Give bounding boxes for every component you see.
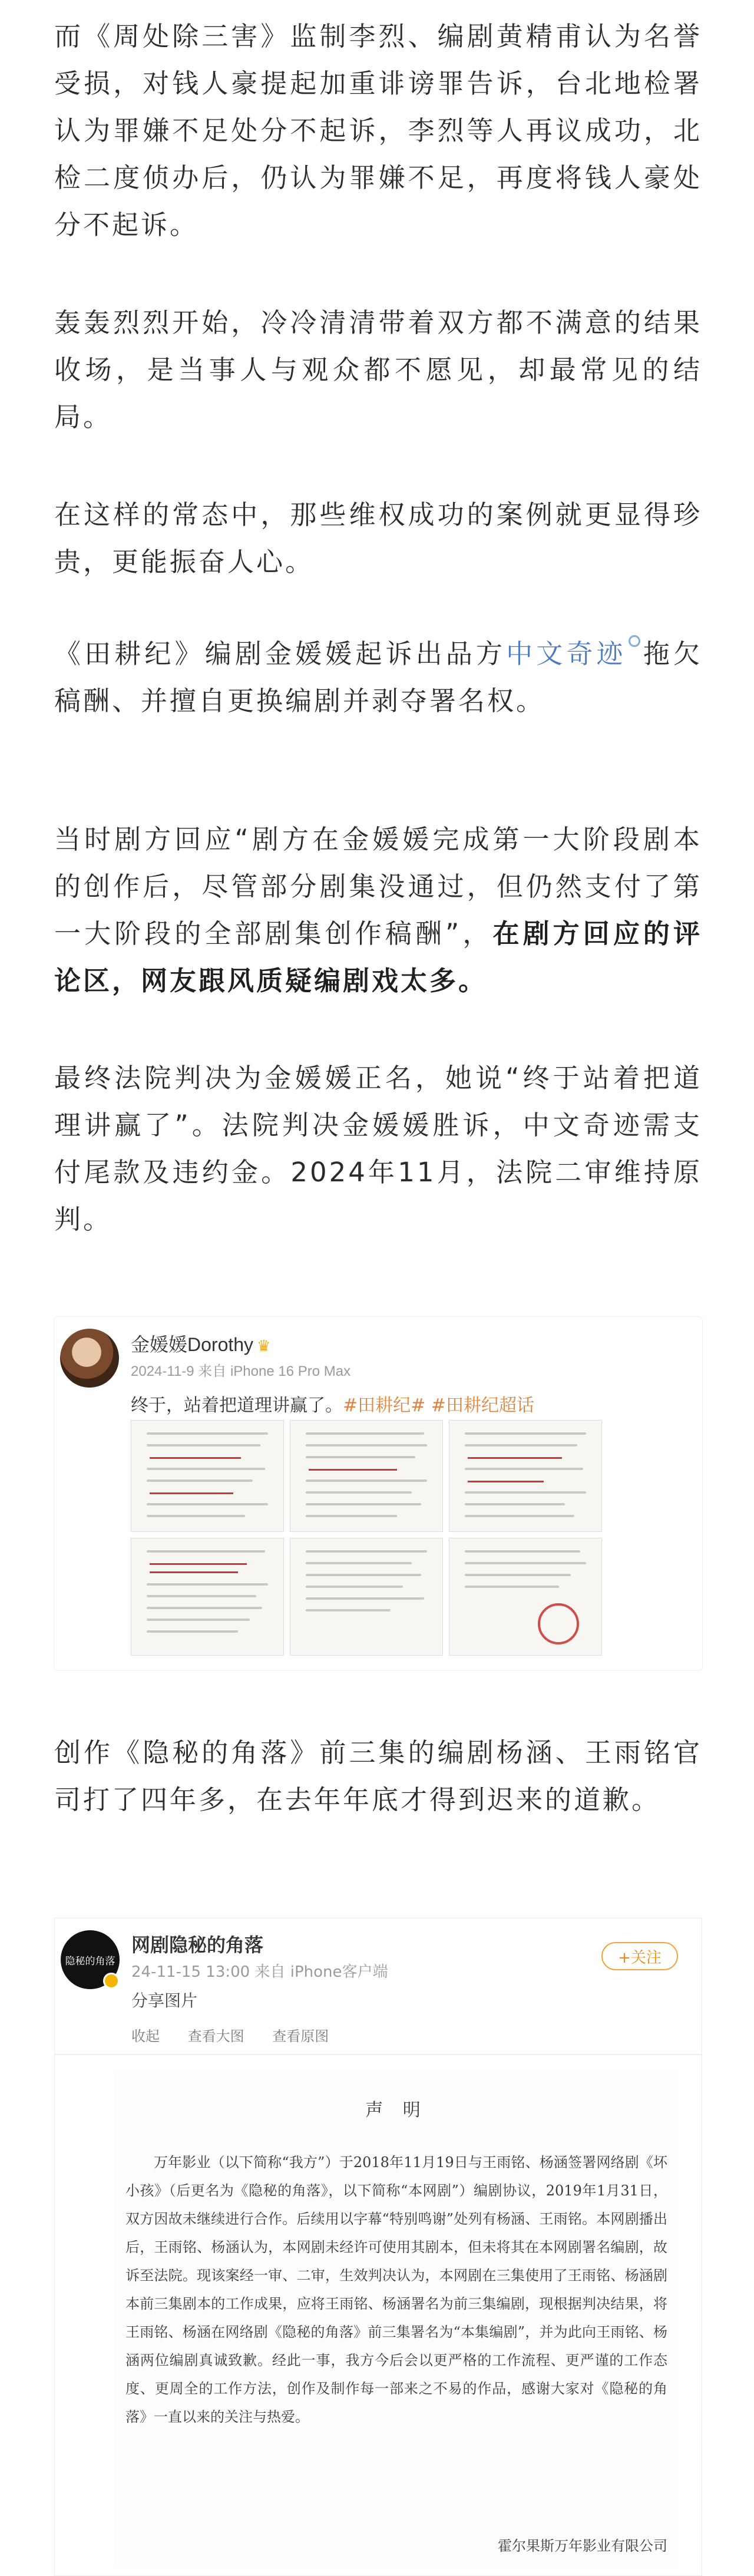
paragraph-success-cases: 在这样的常态中，那些维权成功的案例就更显得珍贵，更能振奋人心。	[54, 499, 702, 577]
post-meta: 2024-11-9 来自 iPhone 16 Pro Max	[131, 1363, 351, 1379]
view-original-button[interactable]: 查看原图	[272, 2028, 329, 2045]
document-image[interactable]	[449, 1420, 602, 1532]
statement-title: 声 明	[365, 2100, 428, 2121]
divider	[55, 2054, 702, 2055]
crown-icon: ♛	[257, 1337, 271, 1355]
paragraph-lawsuit-dismissed: 而《周处除三害》监制李烈、编剧黄精甫认为名誉受损，对钱人豪提起加重诽谤罪告诉，台北地检署认为罪嫌不足处分不起诉，李烈等人再议成功，北检二度侦办后，仍认为罪嫌不足，再度将钱人豪处分不起诉。	[54, 21, 702, 240]
statement-image[interactable]	[114, 2072, 679, 2567]
embedded-weibo-post[interactable]	[54, 1317, 702, 1670]
paragraph-text: 拖欠稿酬、并擅自更换编剧并剥夺署名权。	[54, 638, 702, 716]
paragraph-tiangengji-lawsuit	[54, 630, 702, 725]
verified-badge-icon	[103, 1973, 120, 1989]
post-username[interactable]	[131, 1330, 270, 1357]
document-image[interactable]	[449, 1538, 602, 1656]
avatar[interactable]: 隐秘的角落	[61, 1930, 120, 1989]
paragraph-hidden-corner: 创作《隐秘的角落》前三集的编剧杨涵、王雨铭官司打了四年多，在去年年底才得到迟来的道歉。	[54, 1737, 702, 1815]
bold-highlight: 在剧方回应的评论区，网友跟风质疑编剧戏太多。	[54, 918, 702, 996]
post-meta: 24-11-15 13:00 来自 iPhone客户端	[131, 1963, 388, 1981]
username-text: 金媛媛Dorothy	[131, 1334, 254, 1355]
post-text	[131, 1391, 534, 1416]
court-seal-icon	[538, 1603, 579, 1644]
document-image[interactable]	[131, 1420, 284, 1532]
paragraph-text: 《田耕纪》编剧金媛媛起诉出品方	[54, 638, 507, 669]
paragraph-court-verdict: 最终法院判决为金媛媛正名，她说“终于站着把道理讲赢了”。法院判决金媛媛胜诉，中文奇迹需支付尾款及违约金。2024年11月，法院二审维持原判。	[54, 1062, 702, 1235]
avatar[interactable]	[60, 1329, 119, 1388]
view-large-button[interactable]: 查看大图	[187, 2028, 244, 2045]
company-link[interactable]: 中文奇迹	[506, 638, 627, 669]
image-actions	[131, 2025, 352, 2045]
post-text: 分享图片	[131, 1991, 198, 2010]
link-search-icon[interactable]	[629, 635, 640, 647]
statement-signature: 霍尔果斯万年影业有限公司	[498, 2538, 667, 2554]
document-image[interactable]	[131, 1538, 284, 1656]
collapse-button[interactable]: 收起	[131, 2028, 160, 2045]
document-image[interactable]	[290, 1420, 443, 1532]
follow-button[interactable]: +关注	[601, 1942, 678, 1970]
paragraph-common-ending: 轰轰烈烈开始，冷冷清清带着双方都不满意的结果收场，是当事人与观众都不愿见，却最常见的结局。	[54, 307, 702, 432]
statement-body: 万年影业（以下简称“我方”）于2018年11月19日与王雨铭、杨涵签署网络剧《坏小孩》（后更名为《隐秘的角落》，以下简称“本网剧”）编剧协议，2019年1月31日，双方因故未继续进行合作。后续用以字幕“特别鸣谢”处列有杨涵、王雨铭。本网剧播出后，王雨铭、杨涵认为，本网剧未经许可使用其剧本，但未将其在本网剧署名编剧，故诉至法院。现该案经一审、二审，生效判决认为，本网剧在三集使用了王雨铭、杨涵剧本前三集剧本的工作成果，应将王雨铭、杨涵署名为前三集编剧，现根据判决结果，将王雨铭、杨涵在网络剧《隐秘的角落》前三集署名为“本集编剧”，并为此向王雨铭、杨涵两位编剧真诚致歉。经此一事，我方今后会以更严格的工作流程、更严谨的工作态度、更周全的工作方法，创作及制作每一部来之不易的作品，感谢大家对《隐秘的角落》一直以来的关注与热爱。	[125, 2154, 667, 2425]
paragraph-producer-response	[54, 816, 702, 1005]
document-image[interactable]	[290, 1538, 443, 1656]
embedded-weibo-statement-post[interactable]	[54, 1918, 702, 2576]
hashtag-link[interactable]: #田耕纪# #田耕纪超话	[343, 1395, 534, 1416]
paragraph-text: 当时剧方回应“剧方在金媛媛完成第一大阶段剧本的创作后，尽管部分剧集没通过，但仍然支付了第一大阶段的全部剧集创作稿酬”，	[54, 824, 702, 949]
post-username[interactable]: 网剧隐秘的角落	[131, 1934, 264, 1956]
post-message: 终于，站着把道理讲赢了。	[131, 1395, 343, 1416]
